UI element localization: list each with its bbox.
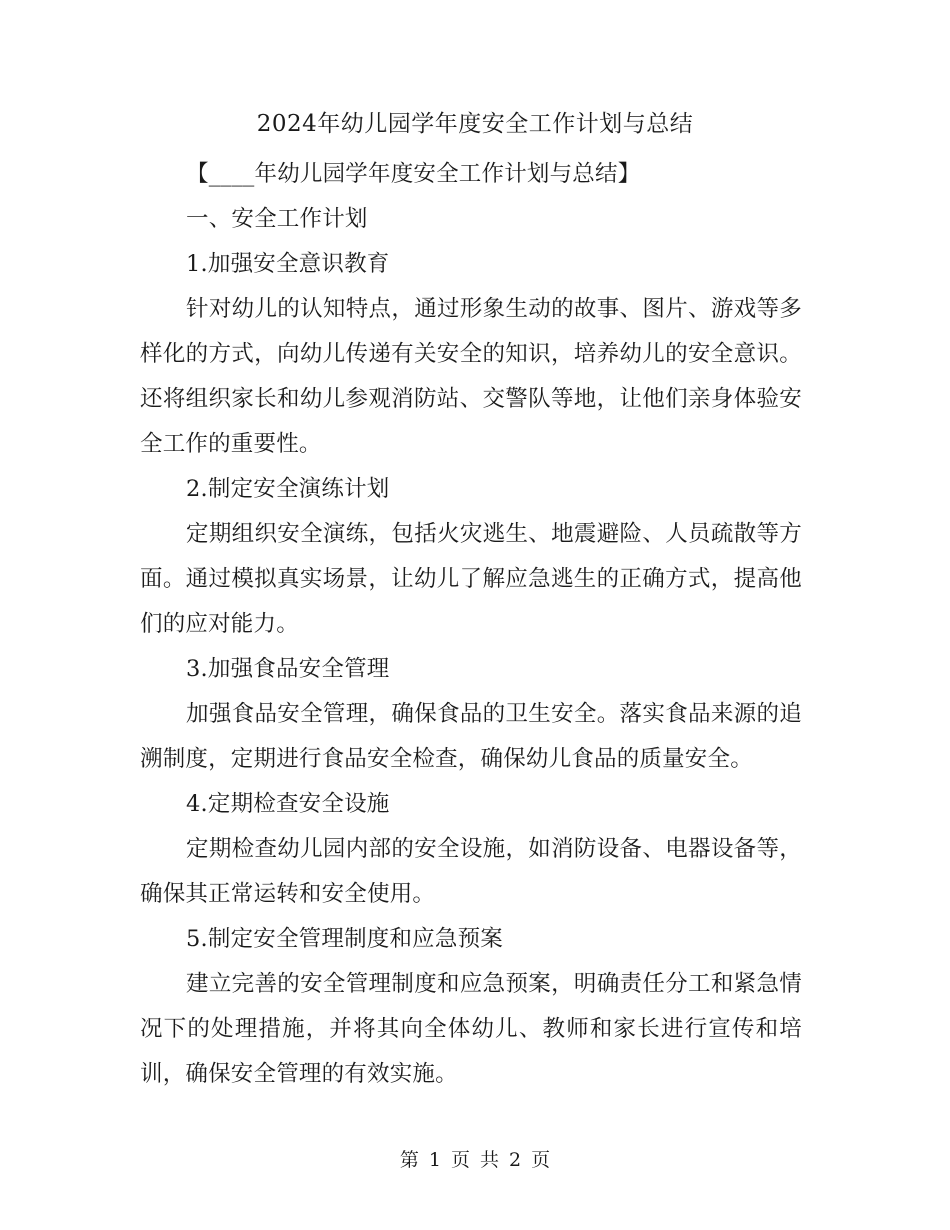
item-heading-1: 1.加强安全意识教育 <box>186 251 390 277</box>
item-heading-2: 2.制定安全演练计划 <box>186 476 390 502</box>
document-subtitle: 【____年幼儿园学年度安全工作计划与总结】 <box>186 161 641 187</box>
item-heading-5: 5.制定安全管理制度和应急预案 <box>186 926 503 952</box>
document-title: 2024年幼儿园学年度安全工作计划与总结 <box>256 111 694 137</box>
item-body-2: 定期组织安全演练，包括火灾逃生、地震避险、人员疏散等方面。通过模拟真实场景，让幼儿了解应急逃生的正确方式，提高他们的应对能力。 <box>140 521 802 637</box>
item-body-4: 定期检查幼儿园内部的安全设施，如消防设备、电器设备等，确保其正常运转和安全使用。 <box>140 836 802 907</box>
item-heading-4: 4.定期检查安全设施 <box>186 791 390 817</box>
page-number: 第 1 页 共 2 页 <box>399 1149 551 1171</box>
document-body <box>140 152 802 1097</box>
item-heading-3: 3.加强食品安全管理 <box>186 656 390 682</box>
section-heading: 一、安全工作计划 <box>186 206 368 232</box>
item-body-1: 针对幼儿的认知特点，通过形象生动的故事、图片、游戏等多样化的方式，向幼儿传递有关安全的知识，培养幼儿的安全意识。还将组织家长和幼儿参观消防站、交警队等地，让他们亲身体验安全工作的重要性。 <box>140 296 802 457</box>
item-body-3: 加强食品安全管理，确保食品的卫生安全。落实食品来源的追溯制度，定期进行食品安全检查，确保幼儿食品的质量安全。 <box>140 701 802 772</box>
item-body-5: 建立完善的安全管理制度和应急预案，明确责任分工和紧急情况下的处理措施，并将其向全体幼儿、教师和家长进行宣传和培训，确保安全管理的有效实施。 <box>140 971 802 1087</box>
